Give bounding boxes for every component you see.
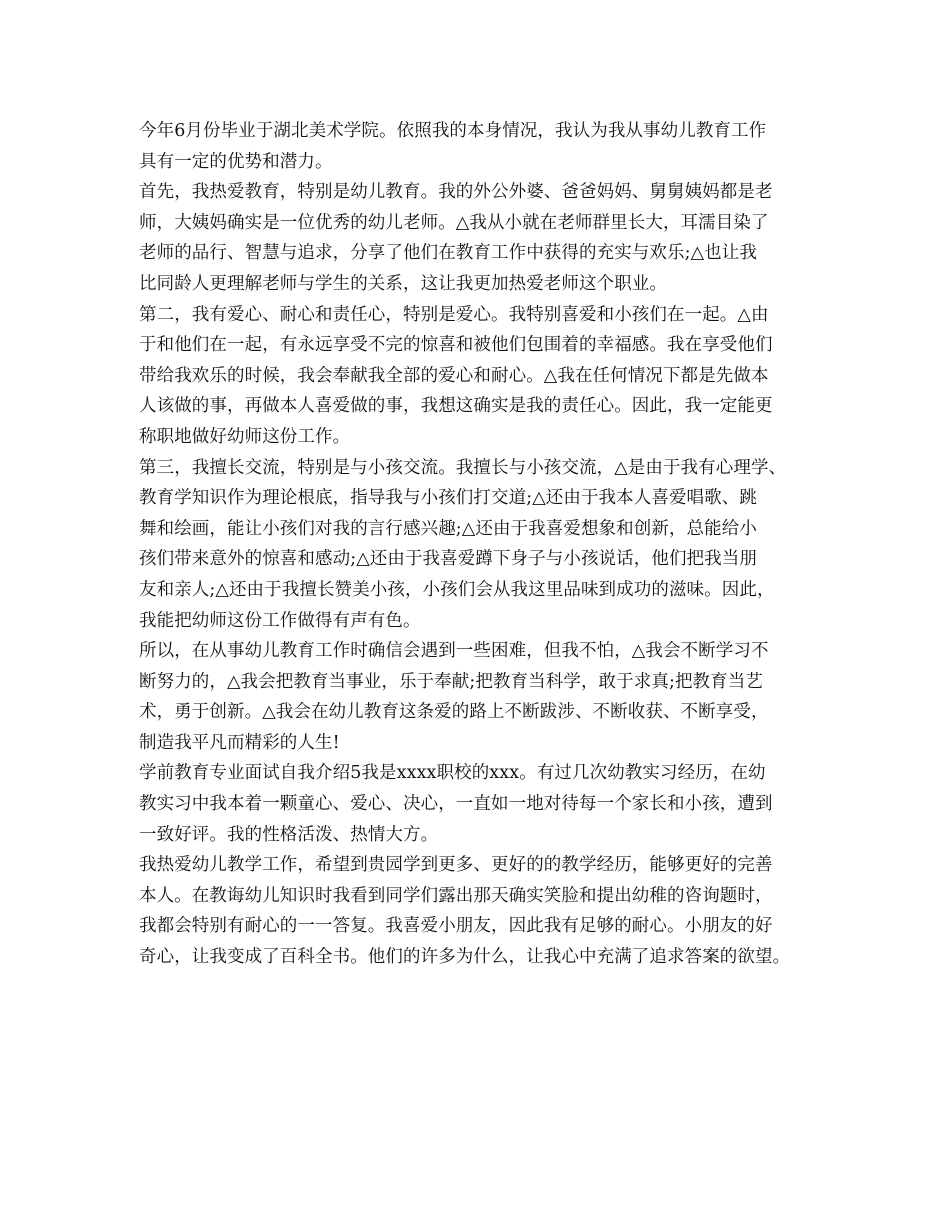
text-line: 带给我欢乐的时候，我会奉献我全部的爱心和耐心。△我在任何情况下都是先做本 <box>139 365 769 386</box>
text-line: 本人。在教诲幼儿知识时我看到同学们露出那天确实笑脸和提出幼稚的咨询题时， <box>139 885 773 906</box>
paragraph <box>139 116 819 177</box>
paragraph <box>139 636 819 758</box>
text-line: 今年6月份毕业于湖北美术学院。依照我的本身情况，我认为我从事幼儿教育工作 <box>139 121 767 141</box>
paragraph <box>139 177 819 299</box>
text-line: 孩们带来意外的惊喜和感动;△还由于我喜爱蹲下身子与小孩说话，他们把我当朋 <box>139 549 757 570</box>
text-line: 一致好评。我的性格活泼、热情大方。 <box>139 824 439 845</box>
text-line: 师，大姨妈确实是一位优秀的幼儿老师。△我从小就在老师群里长大，耳濡目染了 <box>139 212 769 233</box>
text-line: 老师的品行、智慧与追求，分享了他们在教育工作中获得的充实与欢乐;△也让我 <box>139 243 757 264</box>
text-line: 术，勇于创新。△我会在幼儿教育这条爱的路上不断跋涉、不断收获、不断享受， <box>139 702 769 723</box>
paragraph <box>139 758 819 850</box>
text-line: 我能把幼师这份工作做得有声有色。 <box>139 610 421 631</box>
text-line: 舞和绘画，能让小孩们对我的言行感兴趣;△还由于我喜爱想象和创新，总能给小 <box>139 518 757 539</box>
text-line: 学前教育专业面试自我介绍5我是xxxx职校的xxx。有过几次幼教实习经历，在幼 <box>139 763 766 784</box>
text-line: 第二，我有爱心、耐心和责任心，特别是爱心。我特别喜爱和小孩们在一起。△由 <box>139 304 769 325</box>
text-line: 断努力的，△我会把教育当事业，乐于奉献;把教育当科学，敢于求真;把教育当艺 <box>139 671 763 692</box>
text-line: 所以，在从事幼儿教育工作时确信会遇到一些困难，但我不怕，△我会不断学习不 <box>139 641 769 662</box>
text-line: 首先，我热爱教育，特别是幼儿教育。我的外公外婆、爸爸妈妈、舅舅姨妈都是老 <box>139 182 773 203</box>
document-body <box>139 116 819 973</box>
text-line: 比同龄人更理解老师与学生的关系，这让我更加热爱老师这个职业。 <box>139 273 667 294</box>
text-line: 奇心，让我变成了百科全书。他们的许多为什么，让我心中充满了追求答案的欲望。 <box>139 947 791 968</box>
text-line: 称职地做好幼师这份工作。 <box>139 426 351 447</box>
text-line: 第三，我擅长交流，特别是与小孩交流。我擅长与小孩交流，△是由于我有心理学、 <box>139 457 787 478</box>
text-line: 我热爱幼儿教学工作，希望到贵园学到更多、更好的的教学经历，能够更好的完善 <box>139 855 773 876</box>
paragraph <box>139 850 819 972</box>
text-line: 制造我平凡而精彩的人生! <box>139 732 340 753</box>
text-line: 人该做的事，再做本人喜爱做的事，我想这确实是我的责任心。因此，我一定能更 <box>139 396 773 417</box>
text-line: 具有一定的优势和潜力。 <box>139 151 333 172</box>
text-line: 我都会特别有耐心的一一答复。我喜爱小朋友，因此我有足够的耐心。小朋友的好 <box>139 916 773 937</box>
paragraph <box>139 300 819 453</box>
text-line: 教育学知识作为理论根底，指导我与小孩们打交道;△还由于我本人喜爱唱歌、跳 <box>139 488 757 509</box>
text-line: 教实习中我本着一颗童心、爱心、决心，一直如一地对待每一个家长和小孩，遭到 <box>139 794 773 815</box>
text-line: 于和他们在一起，有永远享受不完的惊喜和被他们包围着的幸福感。我在享受他们 <box>139 335 773 356</box>
paragraph <box>139 453 819 637</box>
text-line: 友和亲人;△还由于我擅长赞美小孩，小孩们会从我这里品味到成功的滋味。因此， <box>139 579 775 600</box>
